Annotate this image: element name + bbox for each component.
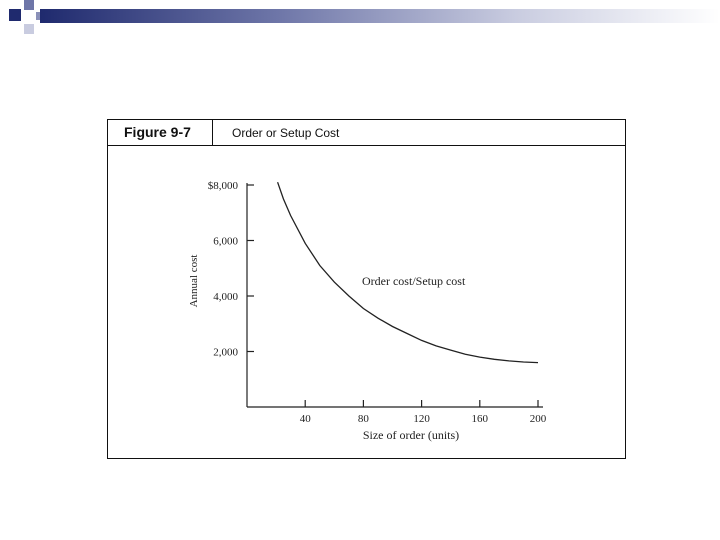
y-axis-label: Annual cost: [188, 254, 200, 308]
x-tick-label: 40: [299, 413, 311, 425]
y-tick-label: 4,000: [213, 291, 238, 303]
chart-ticks: [208, 180, 547, 425]
x-tick-label: 200: [529, 413, 547, 425]
x-tick-label: 80: [357, 413, 369, 425]
y-tick-label: $8,000: [207, 180, 238, 192]
x-tick-label: 160: [471, 413, 489, 425]
y-tick-label: 2,000: [213, 346, 238, 359]
y-tick-label: 6,000: [213, 235, 238, 248]
curve-annotation: Order cost/Setup cost: [362, 274, 466, 288]
x-tick-label: 120: [413, 413, 430, 425]
order-cost-curve: [278, 182, 538, 362]
x-axis-label: Size of order (units): [362, 428, 460, 442]
figure-title: Order or Setup Cost: [232, 126, 340, 140]
figure-label: Figure 9-7: [108, 120, 213, 145]
